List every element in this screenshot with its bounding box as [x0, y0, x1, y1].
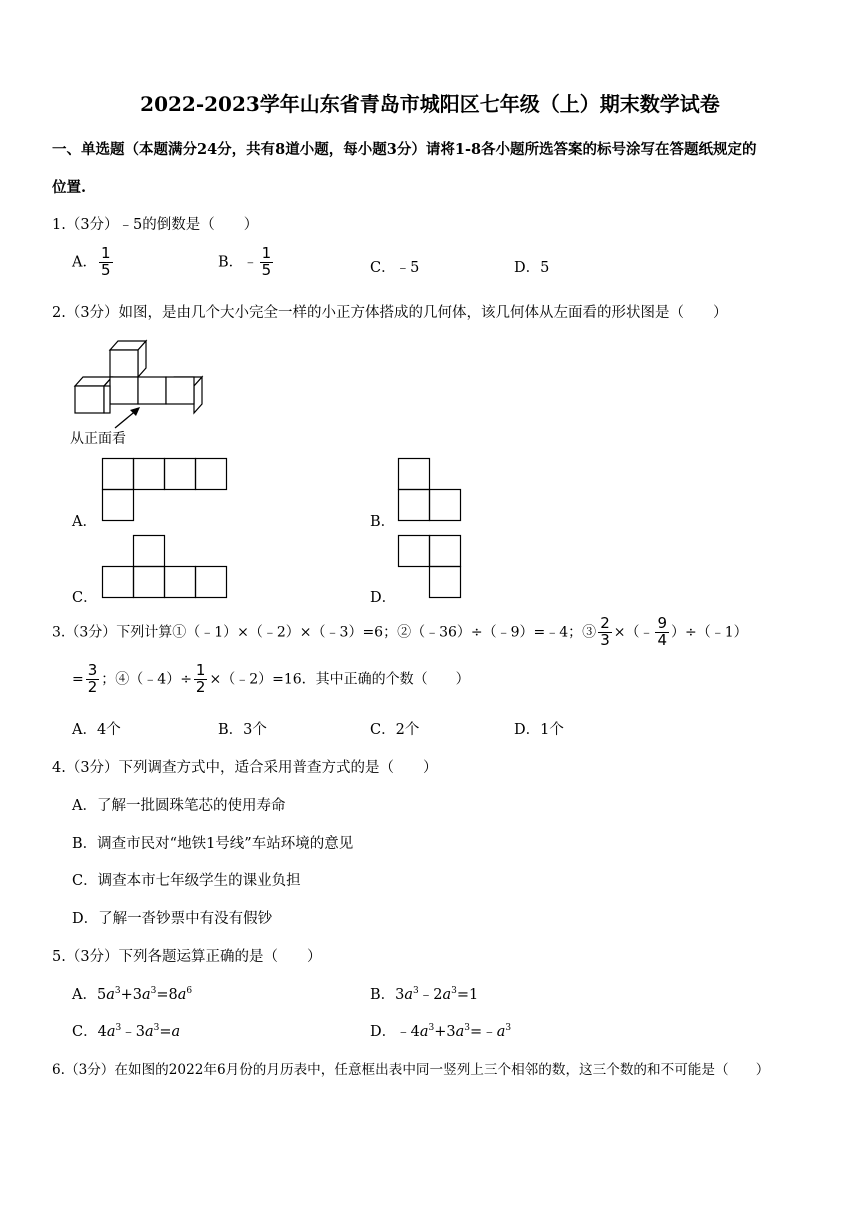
section-heading-line2: 位置.	[52, 179, 87, 196]
q3-option-a: A．4个	[72, 722, 121, 738]
q3-option-c: C．2个	[370, 722, 420, 738]
q3-option-b: B．3个	[218, 722, 267, 738]
q2-option-b-figure	[398, 458, 468, 524]
cube-solid-figure	[60, 335, 220, 435]
q4-option-c: C．调查本市七年级学生的课业负担	[72, 873, 301, 889]
q1-option-c: C．﹣5	[370, 260, 420, 276]
question-4-stem: 4.（3分）下列调查方式中，适合采用普查方式的是（ ）	[52, 760, 438, 776]
page-title: 2022-2023学年山东省青岛市城阳区七年级（上）期末数学试卷	[140, 92, 720, 116]
q1-option-d: D．5	[514, 260, 550, 276]
q2-option-a-figure	[102, 458, 232, 524]
section-heading-line1: 一、单选题（本题满分24分，共有8道小题，每小题3分）请将1-8各小题所选答案的标号涂写在答题纸规定的	[52, 141, 757, 158]
question-5-stem: 5.（3分）下列各题运算正确的是（ ）	[52, 949, 322, 965]
q5-option-c: C．$4a^3﹣3a^3=a$	[72, 1023, 181, 1040]
q4-option-d: D．了解一沓钞票中有没有假钞	[72, 911, 273, 927]
q1-b-fraction: $\frac{1}{5}$	[261, 244, 272, 279]
q4-option-a: A．了解一批圆珠笔芯的使用寿命	[72, 798, 286, 814]
q2-option-c-label: C．	[72, 590, 98, 606]
q2-option-a-label: A．	[72, 514, 97, 530]
q5-option-b: B．$3a^3﹣2a^3=1$	[370, 986, 479, 1003]
q2-option-b-label: B．	[370, 514, 396, 530]
q3-option-d: D．1个	[514, 722, 564, 738]
figure-caption: 从正面看	[70, 431, 126, 447]
question-3-line1: 3.（3分）下列计算①（﹣1）×（﹣2）×（﹣3）=6；②（﹣36）÷（﹣9）=﹣4；③ $\frac{2}{3}$ ×（﹣ $\frac{9}{4}$ ）÷（﹣1）	[52, 614, 748, 649]
question-2-stem: 2.（3分）如图，是由几个大小完全一样的小正方体搭成的几何体，该几何体从左面看的形状图是（ ）	[52, 305, 728, 321]
q1-option-a: A． $\frac{1}{5}$	[72, 244, 111, 279]
question-6-stem: 6.（3分）在如图的2022年6月份的月历表中，任意框出表中同一竖列上三个相邻的数，这三个数的和不可能是（ ）	[52, 1062, 770, 1078]
question-3-line2: = $\frac{3}{2}$ ；④（﹣4）÷ $\frac{1}{2}$ ×（﹣2）=16．其中正确的个数（ ）	[72, 661, 470, 696]
q2-option-d-figure	[398, 535, 468, 601]
question-1-stem: 1.（3分）﹣5的倒数是（ ）	[52, 217, 259, 233]
q4-option-b: B．调查市民对“地铁1号线”车站环境的意见	[72, 836, 354, 852]
q5-option-a: A．$5a^3+3a^3=8a^6$	[72, 986, 193, 1003]
q1-a-fraction: $\frac{1}{5}$	[100, 244, 111, 279]
q1-option-b: B．﹣ $\frac{1}{5}$	[218, 244, 272, 279]
q2-option-d-label: D．	[370, 590, 397, 606]
q2-option-c-figure	[102, 535, 232, 601]
q5-option-d: D．$﹣4a^3+3a^3=﹣a^3$	[370, 1023, 512, 1040]
